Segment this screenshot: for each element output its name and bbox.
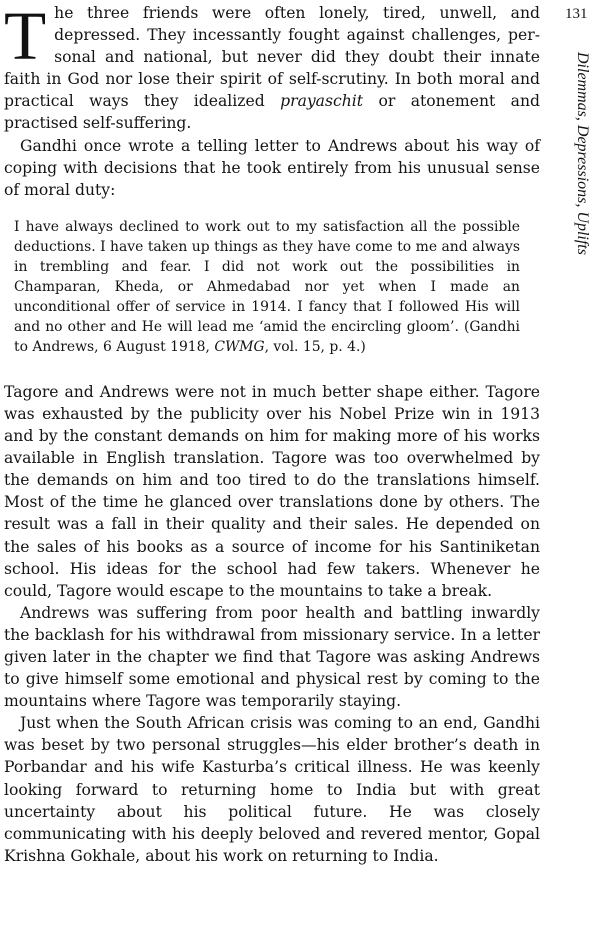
- paragraph-opening-text-end: or atonement and practised self-suffering.: [4, 92, 540, 133]
- block-quote-text: [14, 217, 520, 357]
- paragraph-south-africa: Just when the South African crisis was coming to an end, Gandhi was beset by two personal struggles—his elder brother’s death in Porbandar and his wife Kasturba’s critical illness. He was keenly looking forward to returning home to India but with great uncertainty about his political future. He was closely communicating with his deeply beloved and revered mentor, Gopal Krishna Gokhale, about his work on returning to India.: [4, 714, 540, 865]
- page-number: 131: [565, 6, 588, 22]
- italic-term: prayaschit: [280, 92, 364, 111]
- paragraph-opening-text: he three friends were often lonely, tired, unwell, and depressed. They incessantly fought against challenges, personal and national, but never did they doubt their innate faith in God nor lose their spirit of self-scrutiny. In both moral and practical ways they idealized: [4, 4, 540, 111]
- running-head: Dilemmas, Depressions, Uplifts: [574, 52, 591, 255]
- paragraph-andrews-health: Andrews was suffering from poor health and battling inwardly the backlash for his withdrawal from missionary service. In a letter given later in the chapter we find that Tagore was asking Andrews to give himself some emotional and physical rest by coming to the mountains where Tagore was temporarily staying.: [4, 603, 540, 711]
- citation-end: , vol. 15, p. 4.): [264, 338, 366, 355]
- block-quote: [14, 217, 520, 357]
- citation-italic: CWMG: [214, 338, 265, 355]
- paragraph-opening: [4, 2, 540, 135]
- paragraph-letter-intro: Gandhi once wrote a telling letter to Andrews about his way of coping with decisions that he took entirely from his unusual sense of moral duty:: [4, 136, 540, 199]
- block-quote-body: I have always declined to work out to my satisfaction all the possible deductions. I have taken up things as they have come to me and always in trembling and fear. I did not work out the possibilities in Champaran, Kheda, or Ahmedabad nor yet when I made an unconditional offer of service in 1914. I fancy that I followed His will and no other and He will lead me ‘amid the encircling gloom’. (Gandhi to Andrews, 6 August 1918,: [14, 218, 520, 355]
- paragraph-tagore-andrews: Tagore and Andrews were not in much better shape either. Tagore was exhausted by the publicity over his Nobel Prize win in 1913 and by the constant demands on him for making more of his works available in English translation. Tagore was too overwhelmed by the demands on him and too tired to do the translations himself. Most of the time he glanced over translations done by others. The result was a fall in their quality and their sales. He depended on the sales of his books as a source of income for his Santiniketan school. His ideas for the school had few takers. Whenever he could, Tagore would escape to the mountains to take a break.: [4, 382, 540, 600]
- drop-cap: T: [4, 0, 47, 74]
- body-text: [4, 2, 540, 867]
